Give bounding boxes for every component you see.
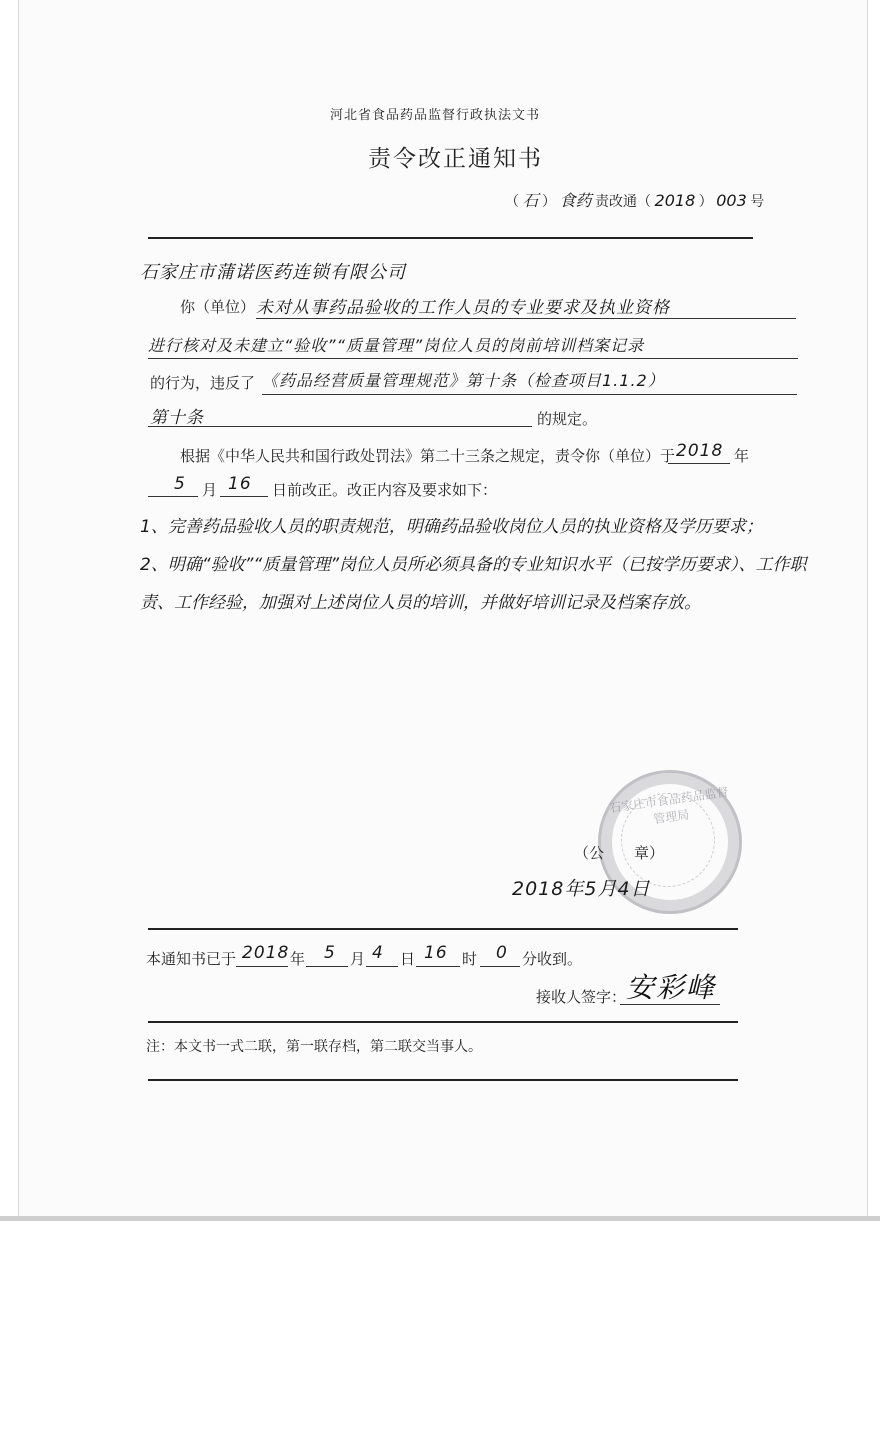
- fill-line: [306, 966, 348, 967]
- legal-basis: 根据《中华人民共和国行政处罚法》第二十三条之规定，责令你（单位）于: [180, 449, 676, 465]
- clause-cited: 第十条: [150, 408, 204, 428]
- law-cited: 《药品经营质量管理规范》第十条（检查项目1.1.2）: [262, 371, 665, 390]
- receipt-day: 4: [372, 943, 384, 963]
- docno-abbr: 食药: [559, 191, 592, 210]
- deadline-suffix: 日前改正。改正内容及要求如下：: [272, 483, 498, 499]
- receipt-hour-label: 时: [462, 952, 478, 968]
- docno-seq: 003: [716, 191, 747, 210]
- header-divider: [148, 237, 753, 239]
- receipt-hour: 16: [424, 943, 448, 963]
- provision-suffix: 的规定。: [537, 412, 598, 428]
- fill-line: [262, 394, 797, 395]
- month-label: 月: [202, 483, 218, 499]
- fill-line: [148, 496, 198, 497]
- deadline-year: 2018: [676, 441, 724, 461]
- fill-line: [148, 426, 532, 427]
- year-label: 年: [734, 449, 750, 465]
- section-divider: [148, 1079, 738, 1081]
- receipt-year: 2018: [242, 943, 290, 963]
- docno-close2: ）: [698, 195, 713, 210]
- deadline-month: 5: [174, 474, 186, 494]
- signer-label: 接收人签字：: [536, 990, 627, 1006]
- scan-edge: [0, 1216, 880, 1221]
- fill-line: [256, 318, 796, 319]
- docno-suffix: 号: [750, 195, 765, 210]
- you-label: 你（单位）: [180, 300, 256, 316]
- section-divider: [148, 928, 738, 930]
- fill-line: [416, 966, 460, 967]
- fill-line: [220, 496, 268, 497]
- docno-year: 2018: [654, 191, 696, 210]
- fill-line: [148, 358, 798, 359]
- receipt-minute: 0: [496, 943, 508, 963]
- receipt-minute-suffix: 分收到。: [522, 952, 583, 968]
- issuer-heading: 河北省食品药品监督行政执法文书: [330, 107, 541, 122]
- docno-open: （: [505, 195, 519, 210]
- fill-line: [668, 463, 730, 464]
- docno-agency: 石: [522, 191, 539, 210]
- receipt-prefix: 本通知书已于: [146, 952, 237, 968]
- deadline-day: 16: [228, 474, 252, 494]
- issue-date: 2018年5月4日: [512, 878, 651, 900]
- document-number: [505, 188, 764, 211]
- receipt-year-label: 年: [290, 952, 306, 968]
- docno-close: ）: [542, 195, 557, 210]
- receipt-month: 5: [324, 943, 336, 963]
- seal-text: 石家庄市食品药品监督管理局: [608, 784, 730, 827]
- docno-type: 责改通（: [595, 195, 652, 210]
- seal-caption: （公 章）: [574, 846, 665, 862]
- violation-fact-line2: 进行核对及未建立“验收”“质量管理”岗位人员的岗前培训档案记录: [148, 336, 645, 355]
- signer-signature: 安彩峰: [626, 971, 717, 1004]
- receipt-day-label: 日: [400, 952, 416, 968]
- requirements-list: [140, 508, 820, 622]
- fill-line: [236, 966, 288, 967]
- fill-line: [480, 966, 520, 967]
- requirement-item: 2、明确“验收”“质量管理”岗位人员所必须具备的专业知识水平（已按学历要求）、工作职责、工作经验，加强对上述岗位人员的培训，并做好培训记录及档案存放。: [140, 555, 807, 613]
- receipt-month-label: 月: [350, 952, 366, 968]
- receipt-line: [146, 948, 236, 969]
- fill-line: [620, 1004, 720, 1005]
- section-divider: [148, 1021, 738, 1023]
- requirement-item: 1、完善药品验收人员的职责规范，明确药品验收岗位人员的执业资格及学历要求；: [140, 517, 763, 537]
- fill-line: [366, 966, 398, 967]
- document-title: 责令改正通知书: [368, 146, 543, 171]
- act-label: 的行为，违反了: [150, 376, 256, 392]
- recipient-name: 石家庄市蒲诺医药连锁有限公司: [140, 262, 406, 283]
- footnote: 注：本文书一式二联，第一联存档，第二联交当事人。: [146, 1040, 482, 1055]
- violation-fact-line1: 未对从事药品验收的工作人员的专业要求及执业资格: [256, 298, 670, 318]
